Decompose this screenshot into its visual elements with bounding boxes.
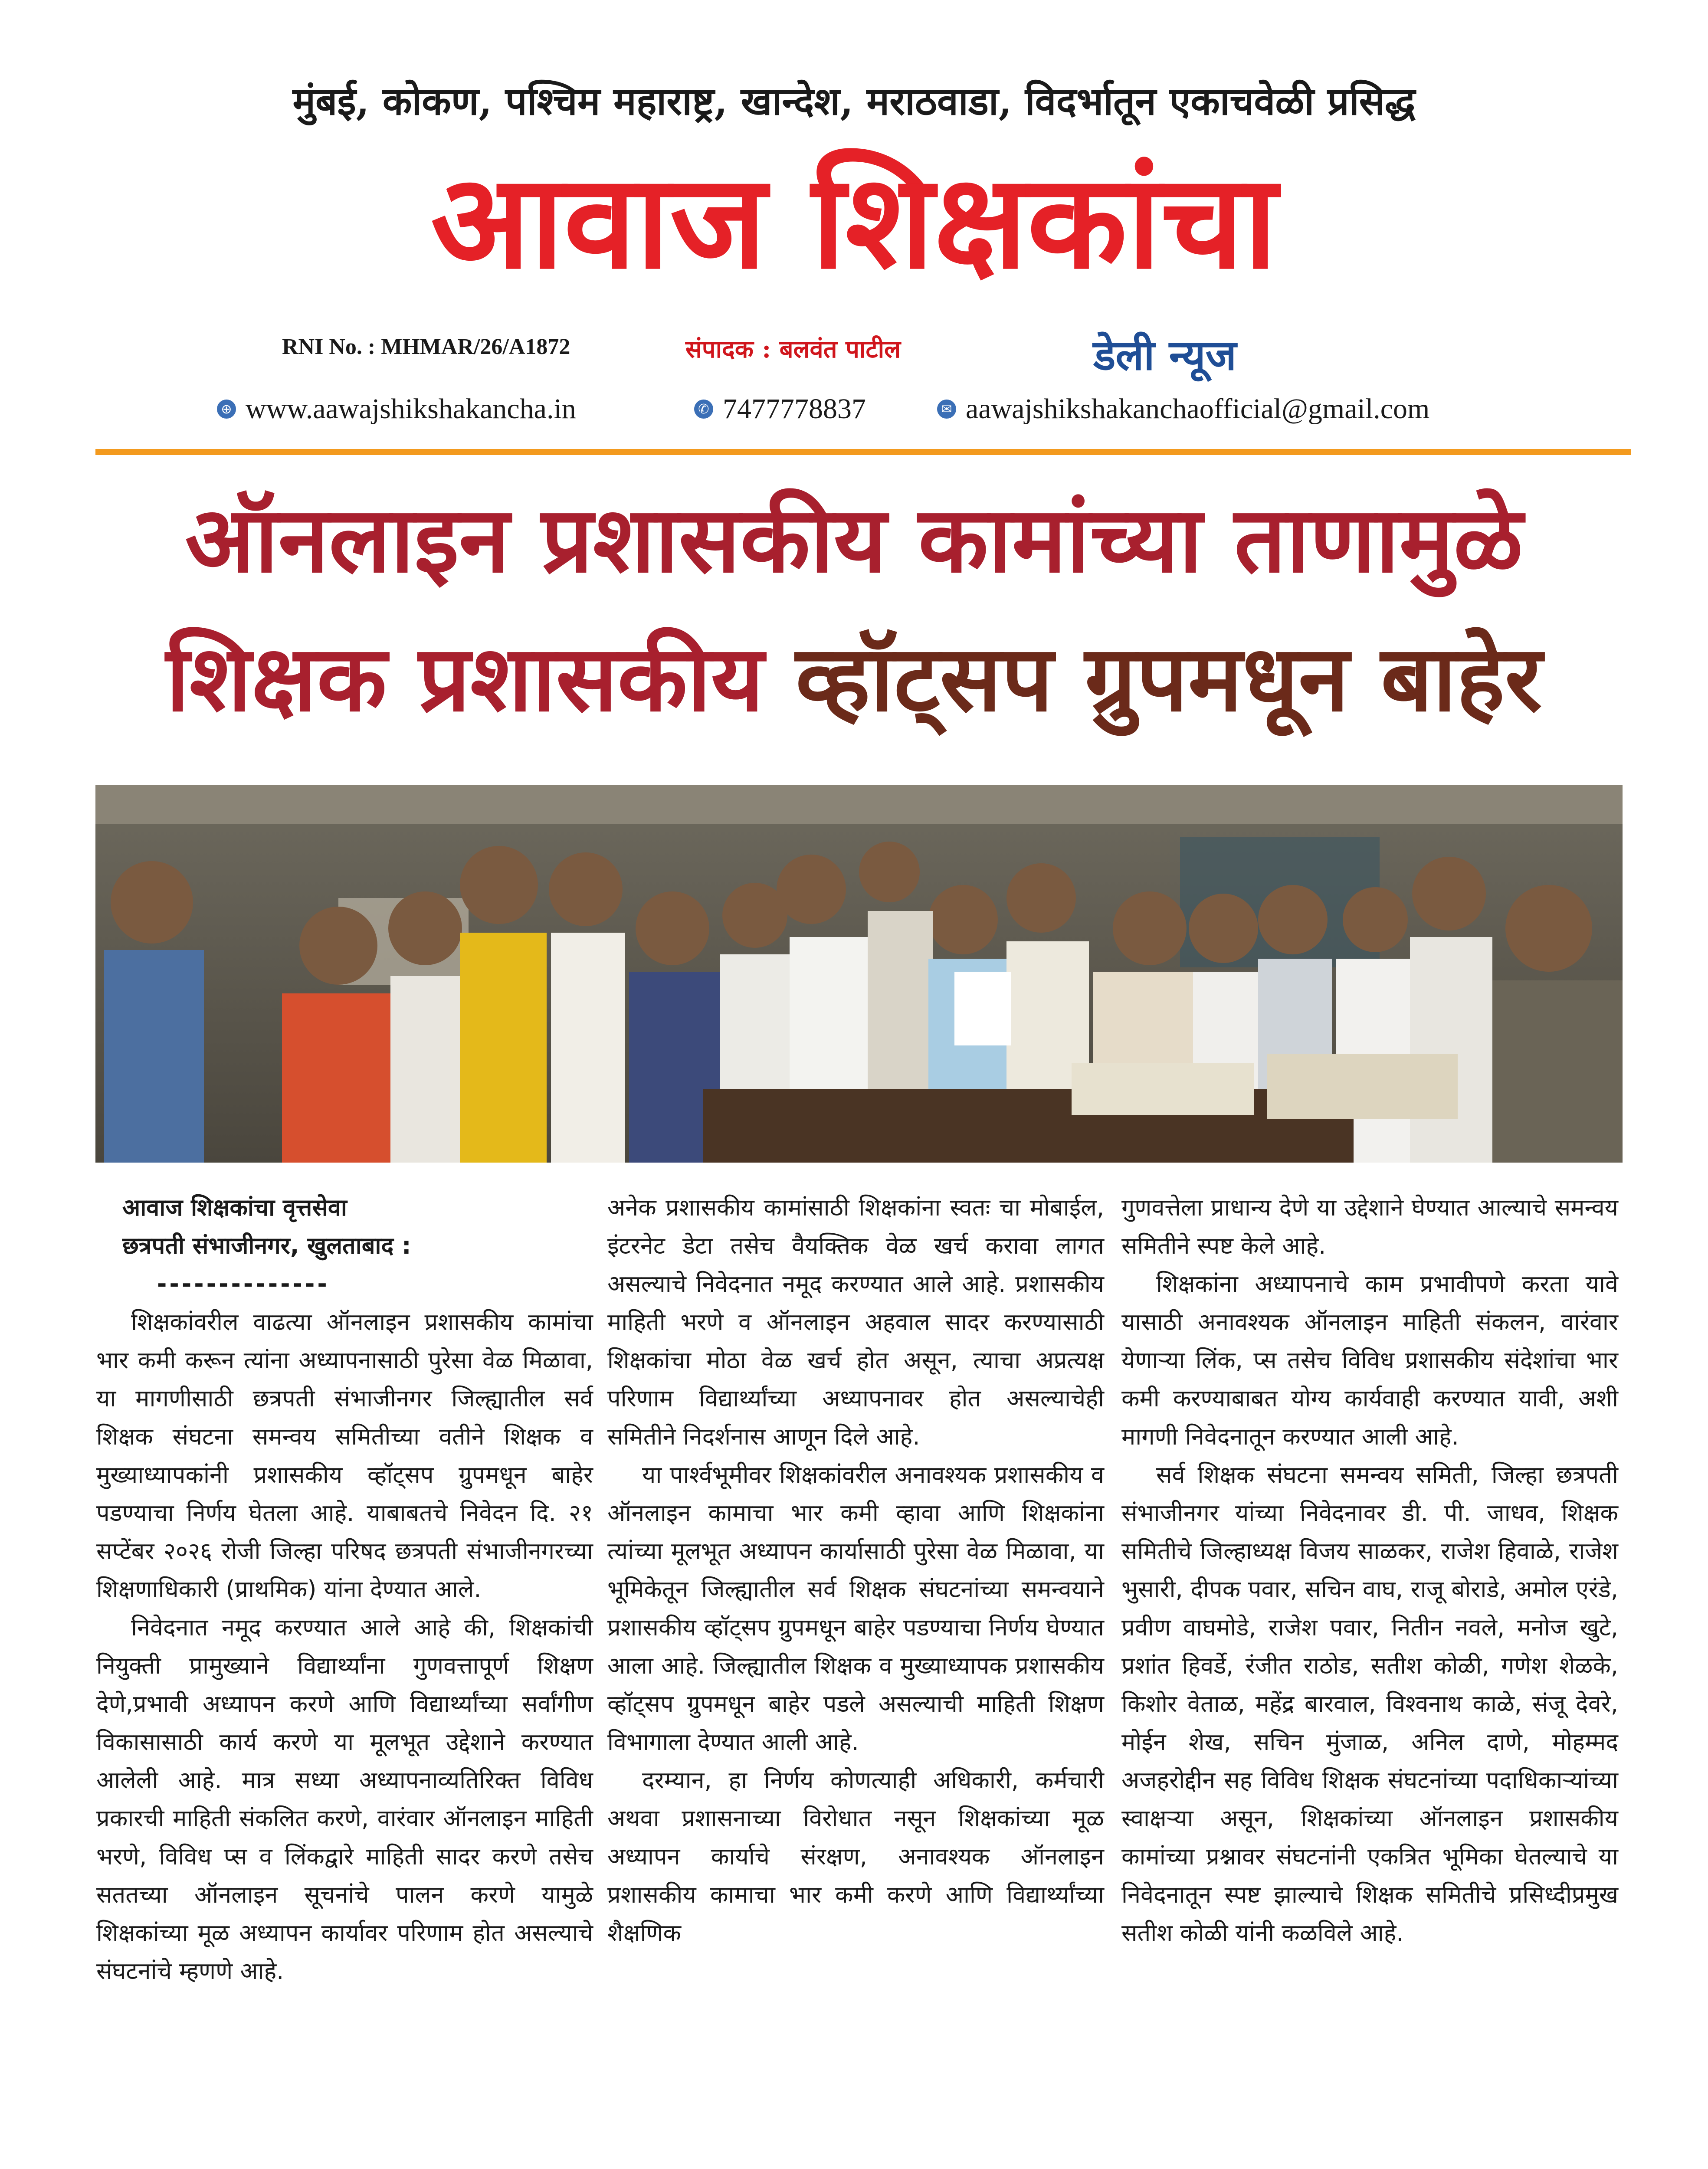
headline-line-2-part-1: शिक्षक प्रशासकीय <box>166 626 764 732</box>
header-divider <box>95 449 1631 455</box>
contact-email[interactable] <box>937 393 1429 426</box>
news-photo <box>95 785 1623 1163</box>
col1-paragraph-2: निवेदनात नमूद करण्यात आले आहे की, शिक्षकांची नियुक्ती प्रामुख्याने विद्यार्थ्यांना गुणवत्तापूर्ण शिक्षण देणे,प्रभावी अध्यापन करणे आणि विद्यार्थ्यांच्या सर्वांगीण विकासासाठी कार्य करणे या मूलभूत उद्देशाने करण्यात आलेली आहे. मात्र सध्या अध्यापनाव्यतिरिक्त विविध प्रकारची माहिती संकलित करणे, वारंवार ऑनलाइन माहिती भरणे, विविध प्स व लिंकद्वारे माहिती सादर करणे तसेच सततच्या ऑनलाइन सूचनांचे पालन करणे यामुळे शिक्षकांच्या मूळ अध्यापन कार्यावर परिणाम होत असल्याचे संघटनांचे म्हणणे आहे. <box>96 1614 593 1985</box>
headline-line-2-part-2: व्हॉट्सप ग्रुपमधून बाहेर <box>795 626 1542 732</box>
byline-agency: आवाज शिक्षकांचा वृत्तसेवा <box>122 1194 347 1221</box>
col2-paragraph-1: अनेक प्रशासकीय कामांसाठी शिक्षकांना स्वतः चा मोबाईल, इंटरनेट डेटा तसेच वैयक्तिक वेळ खर्च करावा लागत असल्याचे निवेदनात नमूद करण्यात आले आहे. प्रशासकीय माहिती भरणे व ऑनलाइन अहवाल सादर करण्यासाठी शिक्षकांचा मोठा वेळ खर्च होत असून, त्याचा अप्रत्यक्ष परिणाम विद्यार्थ्यांच्या अध्यापनावर होत असल्याचेही समितीने निदर्शनास आणून दिले आहे. <box>607 1194 1104 1450</box>
phone-text: 7477778837 <box>723 393 866 425</box>
col2-paragraph-2: या पार्श्वभूमीवर शिक्षकांवरील अनावश्यक प्रशासकीय व ऑनलाइन कामाचा भार कमी व्हावा आणि शिक्षकांना त्यांच्या मूलभूत अध्यापन कार्यासाठी पुरेसा वेळ मिळावा, या भूमिकेतून जिल्ह्यातील सर्व शिक्षक संघटनांच्या समन्वयाने प्रशासकीय व्हॉट्सप ग्रुपमधून बाहेर पडण्याचा निर्णय घेण्यात आला आहे. जिल्ह्यातील शिक्षक व मुख्याध्यापक प्रशासकीय व्हॉट्सप ग्रुपमधून बाहेर पडले असल्याची माहिती शिक्षण विभागाला देण्यात आली आहे. <box>607 1461 1104 1756</box>
article-column-3 <box>1121 1189 1618 2169</box>
headline-line-1: ऑनलाइन प्रशासकीय कामांच्या ताणामुळे <box>185 487 1523 593</box>
headline-line-2 <box>0 625 1708 733</box>
col2-paragraph-3: दरम्यान, हा निर्णय कोणत्याही अधिकारी, कर्मचारी अथवा प्रशासनाच्या विरोधात नसून शिक्षकांच्या मूळ अध्यापन कार्याचे संरक्षण, अनावश्यक ऑनलाइन प्रशासकीय कामाचा भार कमी करणे आणि विद्यार्थ्यांच्या शैक्षणिक <box>607 1766 1104 1946</box>
group-photo-illustration <box>95 785 1623 1163</box>
contact-website[interactable] <box>217 393 576 426</box>
byline-location: छत्रपती संभाजीनगर, खुलताबाद : <box>122 1232 411 1259</box>
tagline: मुंबई, कोकण, पश्चिम महाराष्ट्र, खान्देश, मराठवाडा, विदर्भातून एकाचवेळी प्रसिद्ध <box>292 79 1416 124</box>
rni-number: RNI No. : MHMAR/26/A1872 <box>282 334 570 359</box>
email-text: aawajshikshakanchaofficial@gmail.com <box>966 393 1430 425</box>
byline-separator: -------------- <box>157 1270 330 1297</box>
phone-icon: ✆ <box>694 400 713 419</box>
masthead-title: आवाज शिक्षकांचा <box>430 144 1278 298</box>
col3-paragraph-3: सर्व शिक्षक संघटना समन्वय समिती, जिल्हा छत्रपती संभाजीनगर यांच्या निवेदनावर डी. पी. जाधव, शिक्षक समितीचे जिल्हाध्यक्ष विजय साळकर, राजेश हिवाळे, राजेश भुसारी, दीपक पवार, सचिन वाघ, राजू बोराडे, अमोल एरंडे, प्रवीण वाघमोडे, राजेश पवार, नितीन नवले, मनोज खुटे, प्रशांत हिवर्डे, रंजीत राठोड, सतीश कोळी, गणेश शेळके, किशोर वेताळ, महेंद्र बारवाल, विश्वनाथ काळे, संजू देवरे, मोईन शेख, सचिन मुंजाळ, अनिल दाणे, मोहम्मद अजहरोद्दीन सह विविध शिक्षक संघटनांच्या पदाधिकाऱ्यांच्या स्वाक्षऱ्या असून, शिक्षकांच्या ऑनलाइन प्रशासकीय कामांच्या प्रश्नावर संघटनांनी एकत्रित भूमिका घेतल्याचे या निवेदनातून स्पष्ट झाल्याचे शिक्षक समितीचे प्रसिध्दीप्रमुख सतीश कोळी यांनी कळविले आहे. <box>1121 1461 1618 1946</box>
globe-icon: ⊕ <box>217 400 236 419</box>
col1-paragraph-1: शिक्षकांवरील वाढत्या ऑनलाइन प्रशासकीय कामांचा भार कमी करून त्यांना अध्यापनासाठी पुरेसा वेळ मिळावा, या मागणीसाठी छत्रपती संभाजीनगर जिल्ह्यातील सर्व शिक्षक संघटना समन्वय समितीच्या वतीने शिक्षक व मुख्याध्यापकांनी प्रशासकीय व्हॉट्सप ग्रुपमधून बाहेर पडण्याचा निर्णय घेतला आहे. याबाबतचे निवेदन दि. २१ सप्टेंबर २०२६ रोजी जिल्हा परिषद छत्रपती संभाजीनगरच्या शिक्षणाधिकारी (प्राथमिक) यांना देण्यात आले. <box>96 1308 593 1603</box>
website-text: www.aawajshikshakancha.in <box>246 393 576 425</box>
editor-name: संपादक : बलवंत पाटील <box>685 335 901 364</box>
article-column-2 <box>607 1189 1104 2169</box>
col3-paragraph-1: गुणवत्तेला प्राधान्य देणे या उद्देशाने घेण्यात आल्याचे समन्वय समितीने स्पष्ट केले आहे. <box>1121 1194 1618 1259</box>
daily-news-label: डेली न्यूज <box>1093 331 1236 380</box>
mail-icon: ✉ <box>937 400 956 419</box>
contact-phone[interactable] <box>694 393 866 426</box>
article-column-1 <box>96 1189 593 2169</box>
col3-paragraph-2: शिक्षकांना अध्यापनाचे काम प्रभावीपणे करता यावे यासाठी अनावश्यक ऑनलाइन माहिती संकलन, वारंवार येणाऱ्या लिंक, प्स तसेच विविध प्रशासकीय संदेशांचा भार कमी करण्याबाबत योग्य कार्यवाही करण्यात यावी, अशी मागणी निवेदनातून करण्यात आली आहे. <box>1121 1270 1618 1450</box>
